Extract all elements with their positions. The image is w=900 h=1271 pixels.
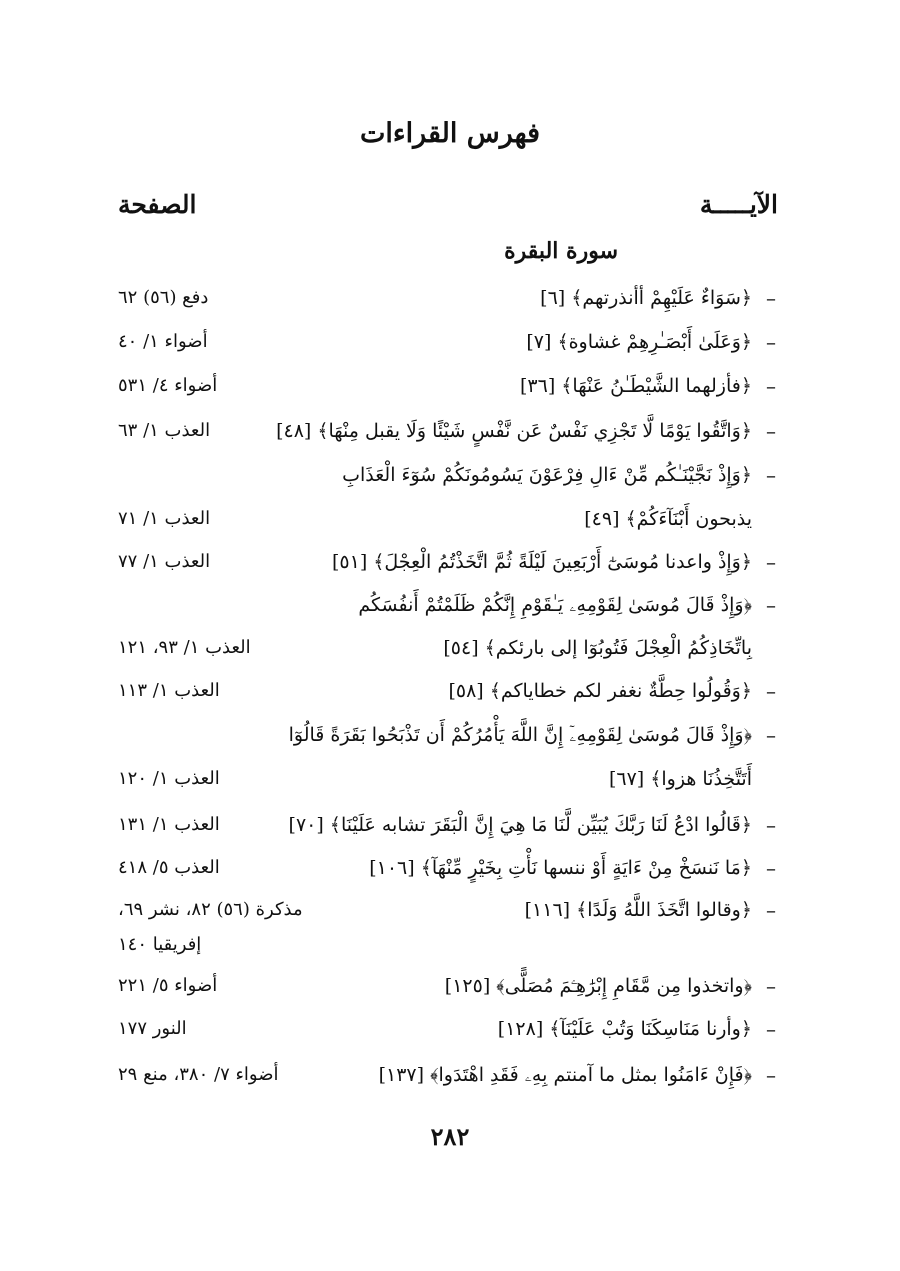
index-entry — [0, 1009, 900, 1049]
index-entry — [0, 848, 900, 888]
entry-ref: مذكرة (٥٦) ٨٢، نشر ٦٩، — [118, 899, 303, 920]
column-header-aya: الآيـــــة — [699, 190, 778, 219]
entry-aya: ﴿سَوَاءٌ عَلَيْهِمْ أأنذرتهم﴾ [٦] — [540, 287, 752, 309]
index-entry — [0, 966, 900, 1006]
entry-aya: ﴿وَاتَّقُوا يَوْمًا لَّا تَجْزِي نَفْسٌ عَن نَّفْسٍ شَيْئًا وَلَا يقبل مِنْهَا﴾ [٤٨] — [276, 420, 752, 442]
index-entry — [0, 715, 900, 755]
entry-aya: ﴿واتخذوا مِن مَّقَامِ إِبْرَٰهِـۧمَ مُصَلًّى﴾ [١٢٥] — [444, 975, 752, 997]
surah-heading: سورة البقرة — [504, 238, 618, 264]
entry-dash: – — [766, 419, 776, 443]
entry-aya: ﴿وَقُولُوا حِطَّةٌ نغفر لكم خطاياكم﴾ [٥٨] — [448, 680, 752, 702]
entry-ref: العذب ١/ ٧٧ — [118, 551, 211, 572]
entry-ref: أضواء ١/ ٤٠ — [118, 331, 208, 352]
entry-ref: أضواء ٧/ ٣٨٠، منع ٢٩ — [118, 1064, 279, 1085]
entry-aya: يذبحون أَبْنَآءَكُمْ﴾ [٤٩] — [584, 508, 752, 530]
index-entry — [0, 1055, 900, 1095]
entry-aya: ﴿فأزلهما الشَّيْطَـٰنُ عَنْهَا﴾ [٣٦] — [520, 375, 752, 397]
index-entry — [0, 890, 900, 930]
entry-ref: أضواء ٤/ ٥٣١ — [118, 375, 218, 396]
entry-dash: – — [766, 286, 776, 310]
entry-dash: – — [766, 974, 776, 998]
entry-dash: – — [766, 550, 776, 574]
index-entry — [0, 805, 900, 845]
index-entry-continuation — [0, 628, 900, 668]
index-entry — [0, 278, 900, 318]
index-entry — [0, 542, 900, 582]
entry-aya: بِاتِّخَاذِكُمُ الْعِجْلَ فَتُوبُوٓا إلى بارئكم﴾ [٥٤] — [443, 637, 752, 659]
entry-dash: – — [766, 463, 776, 487]
index-entry — [0, 671, 900, 711]
entry-ref: النور ١٧٧ — [118, 1018, 187, 1039]
entry-ref: العذب ١/ ٦٣ — [118, 420, 211, 441]
page-title: فهرس القراءات — [359, 118, 540, 149]
entry-ref: العذب ١/ ٩٣، ١٢١ — [118, 637, 251, 658]
entry-aya: ﴿قَالُوا ادْعُ لَنَا رَبَّكَ يُبَيِّن لَّنَا مَا هِيَ إِنَّ الْبَقَرَ تشابه عَلَيْنَا﴾ [٧٠] — [288, 814, 752, 836]
entry-ref: العذب ١/ ١١٣ — [118, 680, 220, 701]
entry-aya: ﴿وَإِذْ واعدنا مُوسَىٰٓ أَرْبَعِينَ لَيْلَةً ثُمَّ اتَّخَذْتُمُ الْعِجْلَ﴾ [٥١] — [331, 551, 752, 573]
entry-dash: – — [766, 330, 776, 354]
index-entry — [0, 322, 900, 362]
entry-aya: أَتَتَّخِذُنَا هزوا﴾ [٦٧] — [608, 768, 752, 790]
entry-ref: دفع (٥٦) ٦٢ — [118, 287, 209, 308]
entry-ref: العذب ٥/ ٤١٨ — [118, 857, 220, 878]
entry-ref: العذب ١/ ٧١ — [118, 508, 211, 529]
index-entry-continuation — [0, 925, 900, 965]
column-header-page: الصفحة — [118, 190, 197, 219]
entry-dash: – — [766, 593, 776, 617]
entry-aya: ﴿وَإِذْ نَجَّيْنَـٰكُم مِّنْ ءَالِ فِرْعَوْنَ يَسُومُونَكُمْ سُوٓءَ الْعَذَابِ — [342, 464, 752, 486]
entry-dash: – — [766, 1063, 776, 1087]
entry-aya: ﴿وقالوا اتَّخَذَ اللَّهُ وَلَدًا﴾ [١١٦] — [524, 899, 752, 921]
index-entry-continuation — [0, 759, 900, 799]
entry-ref: إفريقيا ١٤٠ — [118, 934, 202, 955]
entry-aya: ﴿وَإِذْ قَالَ مُوسَىٰ لِقَوْمِهِۦ يَـٰقَوْمِ إِنَّكُمْ ظَلَمْتُمْ أَنفُسَكُم — [358, 594, 752, 616]
entry-ref: العذب ١/ ١٣١ — [118, 814, 220, 835]
entry-dash: – — [766, 679, 776, 703]
entry-aya: ﴿وَإِذْ قَالَ مُوسَىٰ لِقَوْمِهِۦٓ إِنَّ اللَّهَ يَأْمُرُكُمْ أَن تَذْبَحُوا بَقَرَةً قَالُوٓا — [288, 724, 752, 746]
entry-dash: – — [766, 723, 776, 747]
entry-aya: ﴿مَا نَنسَخْ مِنْ ءَايَةٍ أَوْ ننسها نَأْتِ بِخَيْرٍ مِّنْهَآ﴾ [١٠٦] — [369, 857, 752, 879]
entry-dash: – — [766, 856, 776, 880]
entry-aya: ﴿فَإِنْ ءَامَنُوا بمثل ما آمنتم بِهِۦ فَقَدِ اهْتَدَوا﴾ [١٣٧] — [378, 1064, 752, 1086]
entry-dash: – — [766, 1017, 776, 1041]
index-entry-continuation — [0, 499, 900, 539]
index-entry — [0, 366, 900, 406]
page-number: ٢٨٢ — [430, 1122, 470, 1151]
entry-dash: – — [766, 813, 776, 837]
index-entry — [0, 455, 900, 495]
entry-ref: العذب ١/ ١٢٠ — [118, 768, 220, 789]
entry-aya: ﴿وَعَلَىٰ أَبْصَـٰرِهِمْ غشاوة﴾ [٧] — [526, 331, 752, 353]
entry-dash: – — [766, 898, 776, 922]
index-entry — [0, 585, 900, 625]
entry-ref: أضواء ٥/ ٢٢١ — [118, 975, 218, 996]
index-entry — [0, 411, 900, 451]
entry-aya: ﴿وأرنا مَنَاسِكَنَا وَتُبْ عَلَيْنَآ﴾ [١٢٨] — [497, 1018, 752, 1040]
entry-dash: – — [766, 374, 776, 398]
